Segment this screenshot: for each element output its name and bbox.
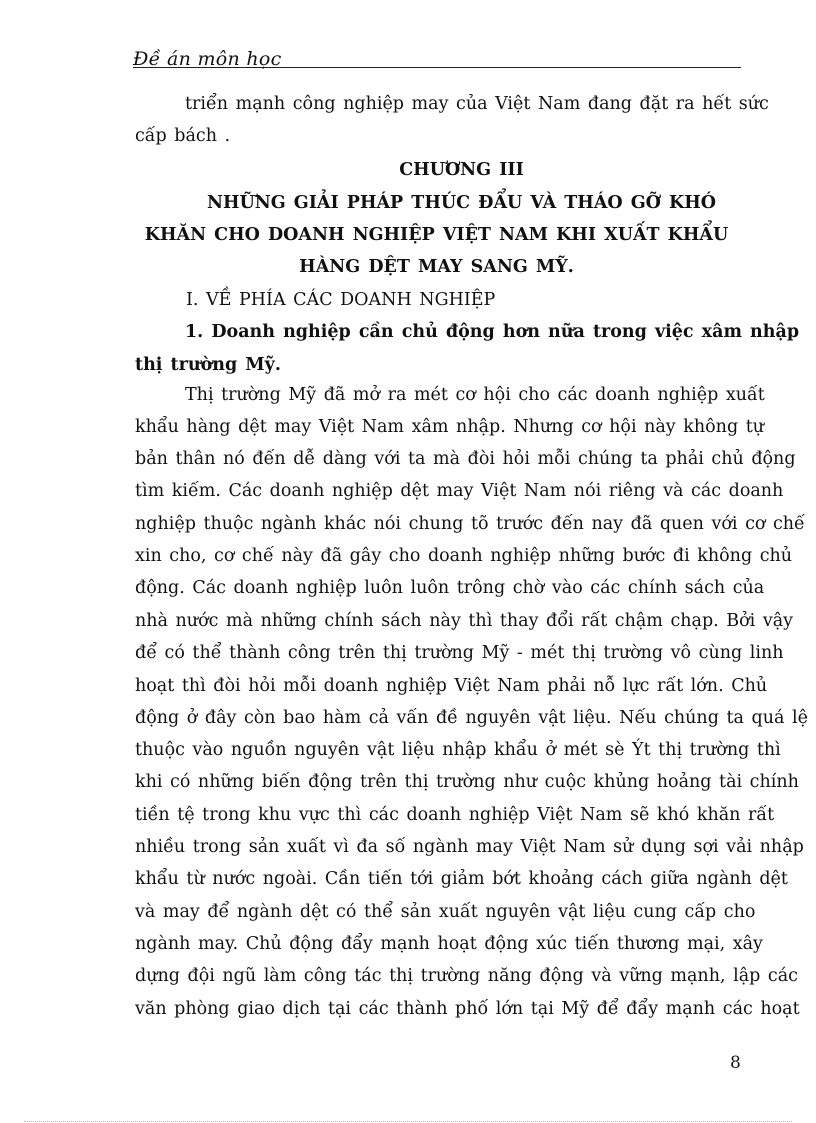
- body-line: nhiều trong sản xuất vì đa số ngành may Việt Nam sử dụng sợi vải nhập: [135, 837, 804, 857]
- body-line: hoạt thì đòi hỏi mỗi doanh nghiệp Việt Nam phải nỗ lực rất lớn. Chủ: [135, 676, 768, 696]
- body-line: động. Các doanh nghiệp luôn luôn trông chờ vào các chính sách của: [135, 578, 765, 598]
- body-line: động ở đây còn bao hàm cả vấn đề nguyên vật liệu. Nếu chúng ta quá lệ: [135, 708, 808, 728]
- body-line: ngành may. Chủ động đẩy mạnh hoạt động xúc tiến thương mại, xây: [135, 934, 763, 954]
- subsection-heading: thị trường Mỹ.: [135, 355, 281, 375]
- body-line: khi có những biến động trên thị trường như cuộc khủng hoảng tài chính: [135, 772, 799, 792]
- page-bottom-border: [24, 1121, 792, 1122]
- body-line: tìm kiếm. Các doanh nghiệp dệt may Việt Nam nói riêng và các doanh: [135, 481, 784, 501]
- body-line: văn phòng giao dịch tại các thành phố lớn tại Mỹ để đẩy mạnh các hoạt: [135, 999, 800, 1019]
- body-line: Thị trường Mỹ đã mở ra mét cơ hội cho các doanh nghiệp xuất: [185, 385, 765, 405]
- chapter-heading-line: KHĂN CHO DOANH NGHIỆP VIỆT NAM KHI XUẤT KHẨU: [144, 225, 729, 245]
- header-divider: [133, 67, 741, 68]
- chapter-heading-line: HÀNG DỆT MAY SANG MỸ.: [299, 257, 574, 277]
- subsection-heading: 1. Doanh nghiệp cần chủ động hơn nữa trong việc xâm nhập: [185, 322, 800, 342]
- body-line: để có thể thành công trên thị trường Mỹ - mét thị trường vô cùng linh: [135, 643, 784, 663]
- body-line: khẩu từ nước ngoài. Cần tiến tới giảm bớt khoảng cách giữa ngành dệt: [135, 869, 788, 889]
- body-line: dựng đội ngũ làm công tác thị trường năng động và vững mạnh, lập các: [135, 966, 798, 986]
- body-line: tiền tệ trong khu vực thì các doanh nghiệp Việt Nam sẽ khó khăn rất: [135, 805, 775, 825]
- body-line: xin cho, cơ chế này đã gây cho doanh nghiệp những bước đi không chủ: [135, 546, 793, 566]
- body-line: cấp bách .: [135, 126, 231, 146]
- body-line: nghiệp thuộc ngành khác nói chung tõ trước đến nay đã quen với cơ chế: [135, 514, 805, 534]
- page-number: 8: [730, 1053, 741, 1073]
- body-line: nhà nước mà những chính sách này thì thay đổi rất chậm chạp. Bởi vậy: [135, 611, 794, 631]
- body-line: triển mạnh công nghiệp may của Việt Nam đang đặt ra hết sức: [185, 94, 769, 114]
- document-header-title: Đề án môn học: [133, 48, 282, 70]
- body-line: thuộc vào nguồn nguyên vật liệu nhập khẩu ở mét sè Ýt thị trường thì: [135, 740, 781, 760]
- body-line: bản thân nó đến dễ dàng với ta mà đòi hỏi mỗi chúng ta phải chủ động: [135, 449, 796, 469]
- body-line: và may để ngành dệt có thể sản xuất nguyên vật liệu cung cấp cho: [135, 902, 756, 922]
- section-heading: I. VỀ PHÍA CÁC DOANH NGHIỆP: [186, 290, 496, 310]
- body-line: khẩu hàng dệt may Việt Nam xâm nhập. Nhưng cơ hội này không tự: [135, 417, 765, 437]
- chapter-heading-line: NHỮNG GIẢI PHÁP THÚC ĐẨU VÀ THÁO GỠ KHÓ: [206, 193, 717, 213]
- chapter-title: CHƯƠNG III: [399, 160, 524, 180]
